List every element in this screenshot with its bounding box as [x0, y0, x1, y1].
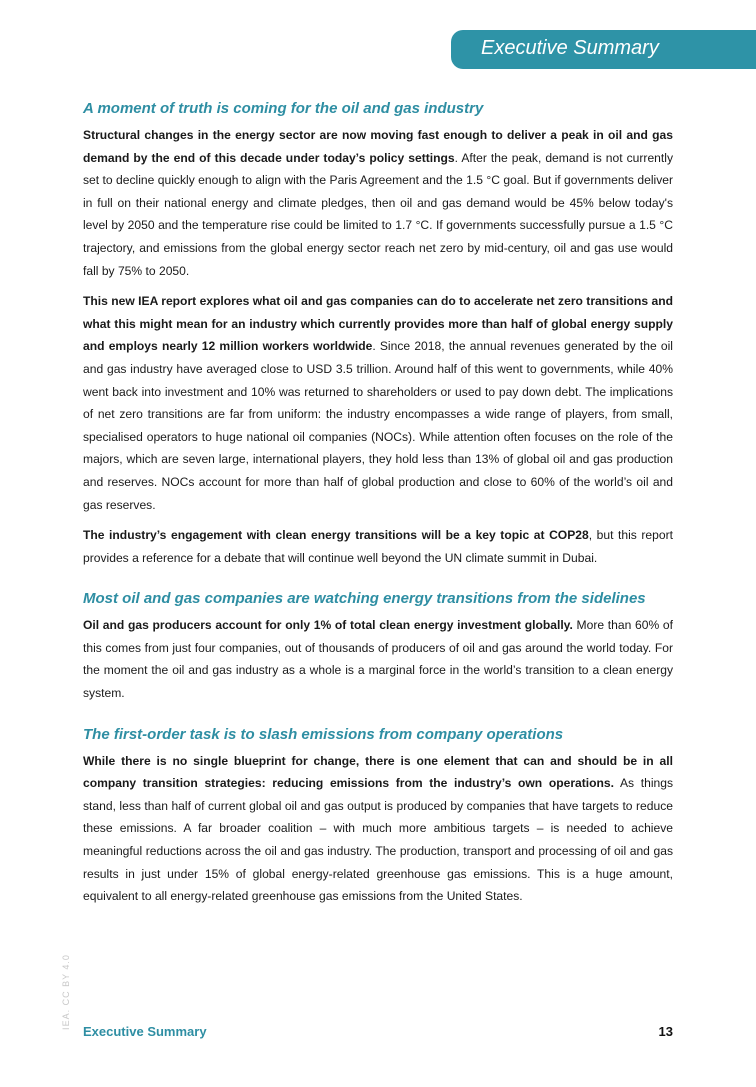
paragraph-text: , but this report provides a reference for a debate that will continue well beyond the UN climate summit in Dubai. — [83, 528, 673, 565]
section-heading: Most oil and gas companies are watching energy transitions from the sidelines — [83, 590, 646, 608]
paragraph-text: As things stand, less than half of current global oil and gas output is produced by companies that have targets to reduce these emissions. A far broader coalition – with much more ambitious targets – is needed to achieve meaningful reductions across the oil and gas industry. The production, transport and processing of oil and gas results in just under 15% of global energy-related greenhouse gas emissions. This is a huge amount, equivalent to all energy-related greenhouse gas emissions from the United States. — [83, 776, 674, 904]
paragraph — [83, 614, 673, 704]
paragraph-lead: Structural changes in the energy sector are now moving fast enough to deliver a peak in oil and gas demand by the end of this decade under today’s policy settings — [83, 128, 673, 165]
paragraph-text: . Since 2018, the annual revenues generated by the oil and gas industry have averaged close to USD 3.5 trillion. Around half of this went to governments, while 40% went back into investment and 10% was returned to shareholders or used to pay down debt. The implications of net zero transitions are far from uniform: the industry encompasses a wide range of players, from small, specialised operators to huge national oil companies (NOCs). While attention often focuses on the role of the majors, which are seven large, international players, they hold less than 13% of global oil and gas production and reserves. NOCs account for more than half of global production and close to 60% of the world’s oil and gas reserves. — [83, 339, 673, 512]
header-section-tab — [451, 30, 756, 69]
license-text: IEA. CC BY 4.0 — [61, 954, 71, 1030]
paragraph-text: More than 60% of this comes from just four companies, out of thousands of producers of oil and gas around the world today. For the moment the oil and gas industry as a whole is a marginal force in the world’s transition to a clean energy system. — [83, 618, 673, 701]
paragraph — [83, 524, 673, 569]
page-number: 13 — [658, 1024, 673, 1039]
license-note — [58, 945, 72, 1045]
header-tab-label: Executive Summary — [481, 37, 659, 59]
paragraph-lead: The industry’s engagement with clean energy transitions will be a key topic at COP28 — [83, 528, 589, 543]
section-heading: A moment of truth is coming for the oil and gas industry — [83, 100, 484, 117]
paragraph-lead: Oil and gas producers account for only 1% of total clean energy investment globally. — [83, 618, 573, 633]
paragraph — [83, 290, 673, 516]
section-heading: The first-order task is to slash emissions from company operations — [83, 725, 564, 743]
paragraph — [83, 750, 673, 908]
paragraph-lead: While there is no single blueprint for change, there is one element that can and should be in all company transition strategies: reducing emissions from the industry’s own operations. — [83, 753, 673, 791]
footer-section-label: Executive Summary — [83, 1024, 207, 1039]
paragraph — [83, 124, 673, 282]
paragraph-text: . After the peak, demand is not currently set to decline quickly enough to align with the Paris Agreement and the 1.5 °C goal. But if governments deliver in full on their national energy and climate pledges, then oil and gas demand would be 45% below today's level by 2050 and the temperature rise could be limited to 1.7 °C. If governments successfully pursue a 1.5 °C trajectory, and emissions from the global energy sector reach net zero by mid-century, oil and gas use would fall by 75% to 2050. — [83, 150, 673, 278]
page-content — [83, 99, 673, 916]
paragraph-lead: This new IEA report explores what oil and gas companies can do to accelerate net zero transitions and what this might mean for an industry which currently provides more than half of global energy supply and employs nearly 12 million workers worldwide — [83, 294, 673, 354]
